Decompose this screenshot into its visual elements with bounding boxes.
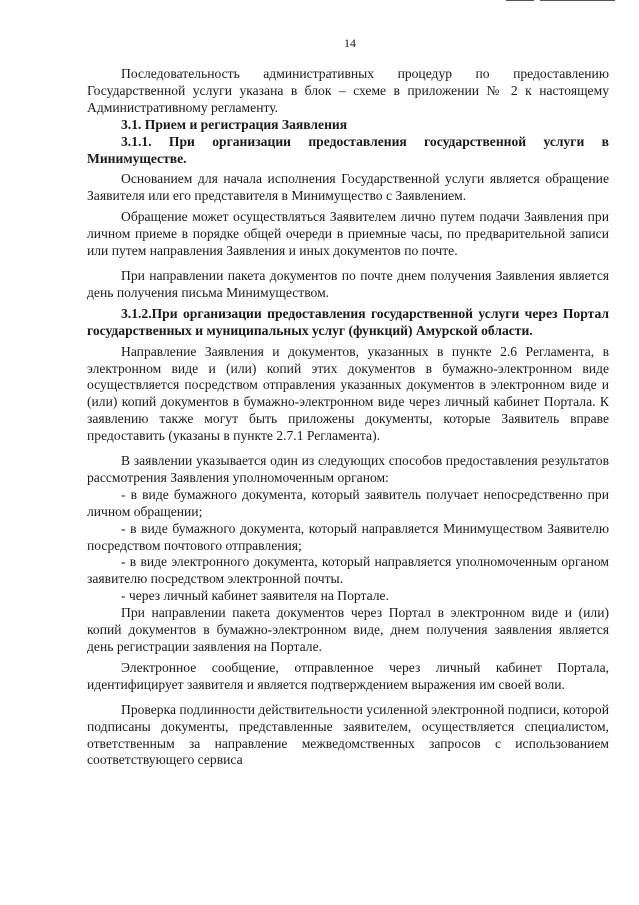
scan-artifact (540, 0, 615, 1)
paragraph: Электронное сообщение, отправленное через личный кабинет Портала, идентифицирует заявителя и является подтверждением выражения им своей воли. (87, 659, 609, 692)
scan-artifact (506, 0, 534, 1)
paragraph: В заявлении указывается один из следующих способов предоставления результатов рассмотрения Заявления уполномоченным органом: (87, 453, 609, 485)
paragraph: При направлении пакета документов через Портал в электронном виде и (или) копий документов в бумажно-электронном виде, днем получения заявления является день регистрации заявления на Портале. (87, 605, 609, 654)
page-number: 14 (344, 36, 356, 50)
document-body (87, 66, 609, 769)
list-item: - через личный кабинет заявителя на Портале. (121, 588, 389, 604)
list-item: - в виде бумажного документа, который заявитель получает непосредственно при личном обращении; (87, 486, 609, 519)
list-item: - в виде электронного документа, который направляется уполномоченным органом заявителю посредством электронной почты. (87, 554, 609, 587)
subsection-heading: 3.1.1. При организации предоставления государственной услуги в Минимуществе. (87, 133, 609, 166)
paragraph: Проверка подлинности действительности усиленной электронной подписи, которой подписаны документы, представленные заявителем, осуществляется специалистом, ответственным за направление межведомственных запросов с использованием соответствующего сервиса (87, 701, 610, 768)
paragraph: Последовательность административных процедур по предоставлению Государственной услуги указана в блок – схеме в приложении № 2 к настоящему Административному регламенту. (87, 66, 609, 115)
subsection-heading: 3.1.2.При организации предоставления государственной услуги через Портал государственных и муниципальных услуг (функций) Амурской области. (87, 305, 609, 338)
paragraph: Основанием для начала исполнения Государственной услуги является обращение Заявителя или его представителя в Минимущество с Заявлением. (87, 171, 609, 204)
paragraph: При направлении пакета документов по почте днем получения Заявления является день получения письма Минимуществом. (87, 267, 609, 300)
section-heading: 3.1. Прием и регистрация Заявления (121, 116, 348, 132)
paragraph: Направление Заявления и документов, указанных в пункте 2.6 Регламента, в электронном виде и (или) копий этих документов в бумажно-электронном виде осуществляется посредством отправления указанных документов в электронном виде и (или) копий документов в бумажно-электронном виде через личный кабинет Портала. К заявлению также могут быть приложены документы, которые Заявитель вправе предоставить (указаны в пункте 2.7.1 Регламента). (87, 343, 609, 444)
list-item: - в виде бумажного документа, который направляется Минимуществом Заявителю посредством почтового отправления; (87, 520, 609, 553)
paragraph: Обращение может осуществляться Заявителем лично путем подачи Заявления при личном приеме в порядке общей очереди в приемные часы, по предварительной записи или путем направления Заявления и иных документов по почте. (87, 209, 609, 259)
